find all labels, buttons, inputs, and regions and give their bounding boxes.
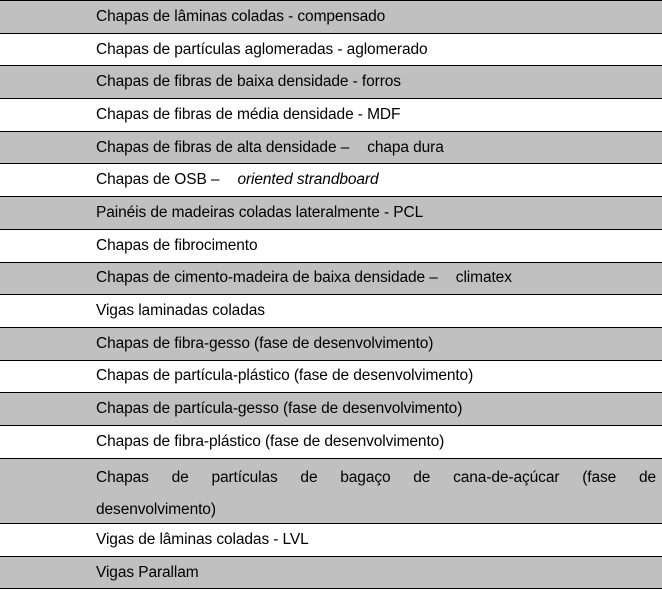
table-row bbox=[0, 524, 662, 557]
table-row bbox=[0, 230, 662, 263]
row-text bbox=[96, 462, 656, 524]
row-text: Chapas de partículas aglomeradas - aglomerado bbox=[96, 40, 428, 58]
table-row bbox=[0, 263, 662, 296]
row-text: Vigas Parallam bbox=[96, 563, 199, 581]
table-row bbox=[0, 1, 662, 34]
table-row bbox=[0, 459, 662, 524]
row-text: Painéis de madeiras coladas lateralmente - PCL bbox=[96, 203, 424, 221]
table-row bbox=[0, 34, 662, 67]
row-text: Chapas de partícula-gesso (fase de desenvolvimento) bbox=[96, 400, 463, 418]
table-row bbox=[0, 393, 662, 426]
table-row bbox=[0, 164, 662, 197]
table-row bbox=[0, 197, 662, 230]
row-text-line2: desenvolvimento) bbox=[96, 501, 216, 519]
table-row bbox=[0, 295, 662, 328]
row-suffix: chapa dura bbox=[367, 138, 444, 156]
row-text: Chapas de partícula-plástico (fase de desenvolvimento) bbox=[96, 367, 474, 385]
table-row bbox=[0, 66, 662, 99]
row-text: Vigas laminadas coladas bbox=[96, 302, 265, 320]
table-row bbox=[0, 361, 662, 394]
table-row bbox=[0, 557, 662, 590]
table-row bbox=[0, 328, 662, 361]
row-suffix: climatex bbox=[455, 269, 512, 287]
row-suffix-italic: oriented strandboard bbox=[237, 171, 379, 189]
row-text: Chapas de fibrocimento bbox=[96, 236, 258, 254]
row-text: Chapas de fibras de média densidade - MDF bbox=[96, 105, 401, 123]
table-row bbox=[0, 132, 662, 165]
row-text: Chapas de lâminas coladas - compensado bbox=[96, 7, 386, 25]
row-text: Chapas de cimento-madeira de baixa densidade – bbox=[96, 269, 438, 287]
row-text: Vigas de lâminas coladas - LVL bbox=[96, 530, 309, 548]
row-text: Chapas de fibras de baixa densidade - forros bbox=[96, 73, 401, 91]
row-text: Chapas de fibra-plástico (fase de desenvolvimento) bbox=[96, 432, 445, 450]
row-text: Chapas de OSB – bbox=[96, 171, 220, 189]
row-text-line1: Chapas de partículas de bagaço de cana-de-açúcar (fase de bbox=[96, 468, 656, 486]
row-text: Chapas de fibras de alta densidade – bbox=[96, 138, 350, 156]
table-row bbox=[0, 99, 662, 132]
row-text: Chapas de fibra-gesso (fase de desenvolvimento) bbox=[96, 334, 434, 352]
table-row bbox=[0, 426, 662, 459]
